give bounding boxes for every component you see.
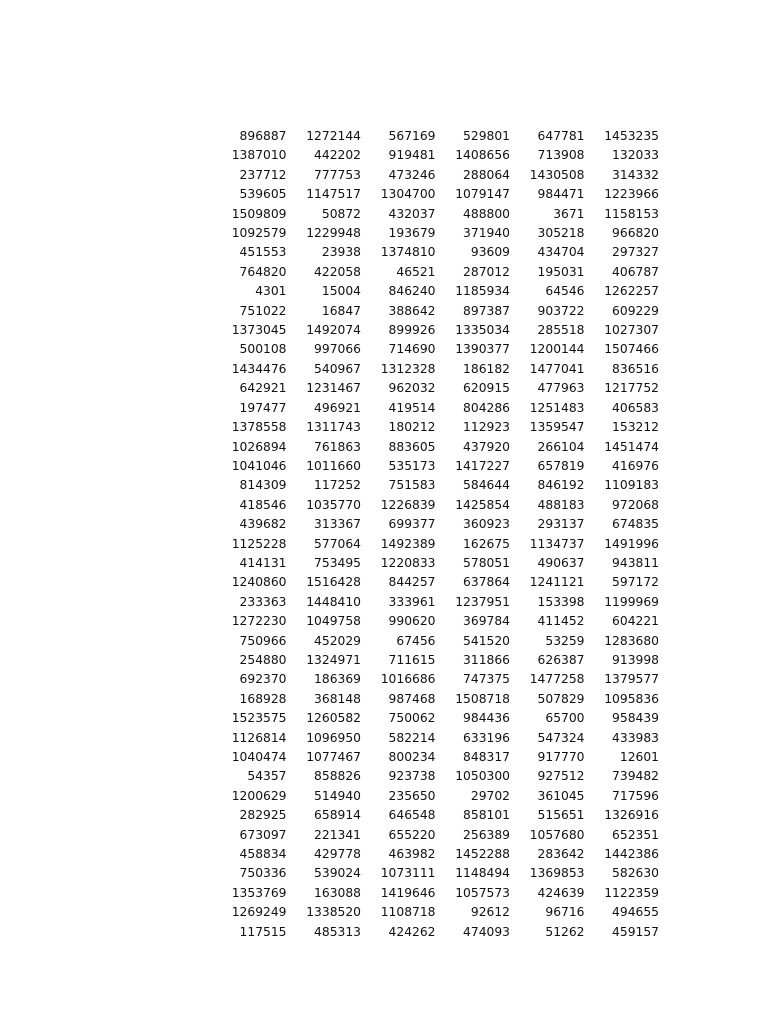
table-row <box>212 263 659 282</box>
table-cell: 844257 <box>388 575 436 590</box>
table-cell: 1041046 <box>231 458 287 473</box>
table-cell: 485313 <box>314 924 361 939</box>
table-cell: 1096950 <box>306 730 361 745</box>
table-cell: 186369 <box>314 672 361 687</box>
table-cell: 883605 <box>388 439 436 454</box>
table-row <box>212 418 659 437</box>
table-row <box>212 554 659 573</box>
table-cell: 674835 <box>612 517 659 532</box>
table-cell: 582630 <box>612 866 659 881</box>
table-row <box>212 690 659 709</box>
table-row <box>212 632 659 651</box>
table-cell: 311866 <box>463 652 510 667</box>
table-cell: 739482 <box>612 769 659 784</box>
table-cell: 1326916 <box>604 808 659 823</box>
table-cell: 637864 <box>463 575 510 590</box>
table-cell: 1262257 <box>604 284 659 299</box>
table-cell: 1057680 <box>529 827 585 842</box>
table-cell: 419514 <box>388 400 436 415</box>
table-cell: 1523575 <box>231 711 287 726</box>
table-cell: 539605 <box>239 187 287 202</box>
table-cell: 1079147 <box>455 187 510 202</box>
table-row <box>212 127 659 146</box>
table-cell: 984471 <box>537 187 585 202</box>
table-row <box>212 476 659 495</box>
table-cell: 1373045 <box>231 323 287 338</box>
table-cell: 858826 <box>314 769 361 784</box>
table-cell: 846240 <box>388 284 436 299</box>
table-cell: 1251483 <box>529 400 585 415</box>
table-cell: 117252 <box>314 478 361 493</box>
table-cell: 23938 <box>321 245 361 260</box>
table-cell: 1353769 <box>231 885 287 900</box>
table-cell: 132033 <box>612 148 659 163</box>
table-cell: 266104 <box>537 439 585 454</box>
table-cell: 411452 <box>537 614 585 629</box>
table-cell: 1092579 <box>231 226 287 241</box>
table-cell: 646548 <box>388 808 436 823</box>
table-cell: 297327 <box>612 245 659 260</box>
table-cell: 1185934 <box>455 284 510 299</box>
table-cell: 473246 <box>388 167 436 182</box>
table-cell: 1425854 <box>455 497 510 512</box>
table-cell: 46521 <box>396 264 436 279</box>
table-cell: 494655 <box>612 905 659 920</box>
table-cell: 567169 <box>388 129 436 143</box>
table-cell: 529801 <box>463 129 510 143</box>
table-cell: 582214 <box>388 730 436 745</box>
table-cell: 848317 <box>463 750 510 764</box>
table-cell: 3671 <box>553 206 585 221</box>
table-row <box>212 729 659 748</box>
number-table <box>212 127 659 942</box>
table-cell: 539024 <box>314 866 361 881</box>
table-cell: 597172 <box>612 575 659 590</box>
table-cell: 29702 <box>470 788 510 803</box>
table-cell: 1049758 <box>306 614 361 629</box>
table-cell: 751022 <box>239 303 287 318</box>
table-cell: 153212 <box>612 420 659 435</box>
table-cell: 459157 <box>612 924 659 939</box>
table-cell: 117515 <box>239 924 287 939</box>
table-cell: 16847 <box>321 303 361 318</box>
table-cell: 584644 <box>463 478 510 493</box>
table-cell: 67456 <box>396 633 436 648</box>
table-cell: 1229948 <box>306 226 361 241</box>
table-cell: 368148 <box>314 691 361 706</box>
table-cell: 913998 <box>612 652 659 667</box>
table-cell: 235650 <box>388 788 436 803</box>
table-cell: 604221 <box>612 614 659 629</box>
table-cell: 1379577 <box>604 672 659 687</box>
table-cell: 1492389 <box>380 536 436 551</box>
table-cell: 1448410 <box>306 594 361 609</box>
table-cell: 416976 <box>612 458 659 473</box>
table-cell: 285518 <box>537 323 585 338</box>
table-cell: 195031 <box>537 264 585 279</box>
table-cell: 1126814 <box>231 730 287 745</box>
table-cell: 515651 <box>537 808 585 823</box>
table-row <box>212 205 659 224</box>
table-cell: 433983 <box>612 730 659 745</box>
table-cell: 1477258 <box>529 672 585 687</box>
table-cell: 474093 <box>463 924 510 939</box>
table-cell: 1442386 <box>604 847 659 862</box>
table-cell: 846192 <box>537 478 585 493</box>
table-cell: 547324 <box>537 730 585 745</box>
table-row <box>212 282 659 301</box>
table-cell: 814309 <box>239 478 287 493</box>
table-cell: 626387 <box>537 652 585 667</box>
table-cell: 750966 <box>239 633 287 648</box>
table-cell: 1390377 <box>455 342 510 357</box>
table-cell: 919481 <box>388 148 436 163</box>
table-cell: 163088 <box>314 885 361 900</box>
table-cell: 1311743 <box>306 420 361 435</box>
table-row <box>212 806 659 825</box>
table-cell: 1491996 <box>604 536 659 551</box>
table-cell: 180212 <box>388 420 436 435</box>
table-cell: 692370 <box>239 672 287 687</box>
table-cell: 1374810 <box>380 245 436 260</box>
table-cell: 254880 <box>239 652 287 667</box>
table-cell: 673097 <box>239 827 287 842</box>
table-cell: 1026894 <box>231 439 287 454</box>
table-row <box>212 399 659 418</box>
table-cell: 1237951 <box>455 594 510 609</box>
table-cell: 256389 <box>463 827 510 842</box>
table-cell: 288064 <box>463 167 510 182</box>
table-cell: 93609 <box>470 245 510 260</box>
table-cell: 713908 <box>537 148 585 163</box>
table-row <box>212 321 659 340</box>
table-row <box>212 845 659 864</box>
table-cell: 1312328 <box>380 361 436 376</box>
table-cell: 927512 <box>537 769 585 784</box>
table-cell: 577064 <box>314 536 361 551</box>
table-cell: 477963 <box>537 381 585 396</box>
table-row <box>212 515 659 534</box>
table-cell: 1272230 <box>231 614 287 629</box>
table-cell: 1158153 <box>604 206 659 221</box>
table-cell: 1516428 <box>306 575 361 590</box>
table-cell: 514940 <box>314 788 361 803</box>
table-cell: 414131 <box>239 555 287 570</box>
table-cell: 1304700 <box>380 187 436 202</box>
table-cell: 657819 <box>537 458 585 473</box>
table-cell: 1095836 <box>604 691 659 706</box>
table-cell: 750062 <box>388 711 436 726</box>
table-cell: 488183 <box>537 497 585 512</box>
table-cell: 990620 <box>388 614 436 629</box>
table-cell: 1453235 <box>604 129 659 143</box>
table-cell: 333961 <box>388 594 436 609</box>
table-cell: 714690 <box>388 342 436 357</box>
table-row <box>212 748 659 767</box>
table-cell: 1027307 <box>604 323 659 338</box>
table-cell: 858101 <box>463 808 510 823</box>
table-row <box>212 923 659 942</box>
table-cell: 287012 <box>463 264 510 279</box>
table-cell: 1016686 <box>380 672 436 687</box>
table-cell: 314332 <box>612 167 659 182</box>
table-cell: 15004 <box>321 284 361 299</box>
table-row <box>212 360 659 379</box>
table-cell: 1492074 <box>306 323 361 338</box>
table-cell: 658914 <box>314 808 361 823</box>
table-cell: 923738 <box>388 769 436 784</box>
table-cell: 899926 <box>388 323 436 338</box>
table-cell: 1260582 <box>306 711 361 726</box>
table-cell: 434704 <box>537 245 585 260</box>
table-cell: 997066 <box>314 342 361 357</box>
table-cell: 764820 <box>239 264 287 279</box>
table-cell: 535173 <box>388 458 436 473</box>
table-cell: 424639 <box>537 885 585 900</box>
table-cell: 186182 <box>463 361 510 376</box>
table-row <box>212 612 659 631</box>
table-cell: 1241121 <box>529 575 585 590</box>
table-cell: 432037 <box>388 206 436 221</box>
table-cell: 313367 <box>314 517 361 532</box>
table-cell: 496921 <box>314 400 361 415</box>
table-cell: 424262 <box>388 924 436 939</box>
table-cell: 406583 <box>612 400 659 415</box>
table-cell: 1509809 <box>231 206 287 221</box>
table-cell: 361045 <box>537 788 585 803</box>
table-cell: 642921 <box>239 381 287 396</box>
table-cell: 1477041 <box>529 361 585 376</box>
table-row <box>212 496 659 515</box>
table-cell: 1199969 <box>604 594 659 609</box>
table-cell: 1035770 <box>306 497 361 512</box>
table-cell: 388642 <box>388 303 436 318</box>
table-row <box>212 826 659 845</box>
table-cell: 1283680 <box>604 633 659 648</box>
table-cell: 437920 <box>463 439 510 454</box>
table-cell: 777753 <box>314 167 361 182</box>
table-cell: 1452288 <box>455 847 510 862</box>
table-cell: 541520 <box>463 633 510 648</box>
table-row <box>212 709 659 728</box>
table-cell: 233363 <box>239 594 287 609</box>
table-cell: 1240860 <box>231 575 287 590</box>
table-cell: 1269249 <box>231 905 287 920</box>
table-cell: 442202 <box>314 148 361 163</box>
table-row <box>212 302 659 321</box>
table-cell: 1430508 <box>529 167 585 182</box>
table-cell: 761863 <box>314 439 361 454</box>
table-cell: 903722 <box>537 303 585 318</box>
table-cell: 753495 <box>314 555 361 570</box>
table-cell: 65700 <box>545 711 585 726</box>
table-cell: 305218 <box>537 226 585 241</box>
table-cell: 1200629 <box>231 788 287 803</box>
table-cell: 439682 <box>239 517 287 532</box>
table-cell: 1011660 <box>306 458 361 473</box>
table-cell: 463982 <box>388 847 436 862</box>
table-cell: 1040474 <box>231 750 287 764</box>
table-row <box>212 438 659 457</box>
table-row <box>212 457 659 476</box>
table-row <box>212 243 659 262</box>
table-row <box>212 593 659 612</box>
table-row <box>212 884 659 903</box>
table-cell: 699377 <box>388 517 436 532</box>
table-cell: 1359547 <box>529 420 585 435</box>
table-cell: 500108 <box>239 342 287 357</box>
table-cell: 800234 <box>388 750 436 764</box>
table-cell: 836516 <box>612 361 659 376</box>
table-cell: 1417227 <box>455 458 510 473</box>
table-cell: 633196 <box>463 730 510 745</box>
table-cell: 1231467 <box>306 381 361 396</box>
table-cell: 578051 <box>463 555 510 570</box>
table-cell: 751583 <box>388 478 436 493</box>
table-cell: 458834 <box>239 847 287 862</box>
table-cell: 750336 <box>239 866 287 881</box>
table-row <box>212 670 659 689</box>
table-cell: 943811 <box>612 555 659 570</box>
table-cell: 282925 <box>239 808 287 823</box>
table-row <box>212 146 659 165</box>
table-cell: 237712 <box>239 167 287 182</box>
table-cell: 452029 <box>314 633 361 648</box>
table-cell: 507829 <box>537 691 585 706</box>
table-cell: 369784 <box>463 614 510 629</box>
table-row <box>212 903 659 922</box>
table-cell: 168928 <box>239 691 287 706</box>
table-cell: 12601 <box>619 750 659 764</box>
table-cell: 1507466 <box>604 342 659 357</box>
table-cell: 1324971 <box>306 652 361 667</box>
table-cell: 1148494 <box>455 866 510 881</box>
table-cell: 1109183 <box>604 478 659 493</box>
table-cell: 1419646 <box>380 885 436 900</box>
table-row <box>212 573 659 592</box>
table-cell: 972068 <box>612 497 659 512</box>
table-cell: 360923 <box>463 517 510 532</box>
table-row <box>212 651 659 670</box>
table-cell: 197477 <box>239 400 287 415</box>
table-cell: 717596 <box>612 788 659 803</box>
table-cell: 1338520 <box>306 905 361 920</box>
table-cell: 1125228 <box>231 536 287 551</box>
table-cell: 1200144 <box>529 342 585 357</box>
table-cell: 451553 <box>239 245 287 260</box>
table-cell: 1272144 <box>306 129 361 143</box>
table-cell: 162675 <box>463 536 510 551</box>
table-cell: 897387 <box>463 303 510 318</box>
table-cell: 1217752 <box>604 381 659 396</box>
table-cell: 1434476 <box>231 361 287 376</box>
table-cell: 540967 <box>314 361 361 376</box>
table-cell: 917770 <box>537 750 585 764</box>
table-cell: 153398 <box>537 594 585 609</box>
table-cell: 655220 <box>388 827 436 842</box>
table-cell: 1077467 <box>306 750 361 764</box>
table-cell: 418546 <box>239 497 287 512</box>
table-cell: 1335034 <box>455 323 510 338</box>
table-cell: 958439 <box>612 711 659 726</box>
table-cell: 1147517 <box>306 187 361 202</box>
table-cell: 53259 <box>545 633 585 648</box>
table-row <box>212 340 659 359</box>
table-cell: 984436 <box>463 711 510 726</box>
table-cell: 1369853 <box>529 866 585 881</box>
table-cell: 987468 <box>388 691 436 706</box>
table-cell: 422058 <box>314 264 361 279</box>
table-cell: 221341 <box>314 827 361 842</box>
table-cell: 371940 <box>463 226 510 241</box>
table-row <box>212 864 659 883</box>
table-row <box>212 767 659 786</box>
table-cell: 92612 <box>470 905 510 920</box>
table-cell: 1508718 <box>455 691 510 706</box>
table-row <box>212 224 659 243</box>
table-cell: 1122359 <box>604 885 659 900</box>
table-cell: 1378558 <box>231 420 287 435</box>
table-cell: 193679 <box>388 226 436 241</box>
table-cell: 64546 <box>545 284 585 299</box>
table-cell: 1057573 <box>455 885 510 900</box>
table-cell: 609229 <box>612 303 659 318</box>
table-cell: 1223966 <box>604 187 659 202</box>
table-row <box>212 379 659 398</box>
table-cell: 429778 <box>314 847 361 862</box>
table-cell: 1226839 <box>380 497 436 512</box>
table-cell: 804286 <box>463 400 510 415</box>
table-row <box>212 535 659 554</box>
table-cell: 1073111 <box>380 866 436 881</box>
table-cell: 1408656 <box>455 148 510 163</box>
table-cell: 406787 <box>612 264 659 279</box>
table-cell: 490637 <box>537 555 585 570</box>
table-cell: 647781 <box>537 129 585 143</box>
table-cell: 1108718 <box>380 905 436 920</box>
table-cell: 1451474 <box>604 439 659 454</box>
table-cell: 1387010 <box>231 148 287 163</box>
table-row <box>212 787 659 806</box>
table-cell: 1050300 <box>455 769 510 784</box>
table-cell: 112923 <box>463 420 510 435</box>
table-cell: 711615 <box>388 652 436 667</box>
table-body <box>212 127 659 942</box>
table-cell: 96716 <box>545 905 585 920</box>
table-cell: 620915 <box>463 381 510 396</box>
table-cell: 747375 <box>463 672 510 687</box>
table-cell: 1134737 <box>529 536 585 551</box>
table-row <box>212 166 659 185</box>
table-row <box>212 185 659 204</box>
table-cell: 962032 <box>388 381 436 396</box>
table-cell: 283642 <box>537 847 585 862</box>
table-cell: 4301 <box>255 284 287 299</box>
table-cell: 652351 <box>612 827 659 842</box>
table-cell: 488800 <box>463 206 510 221</box>
table-cell: 1220833 <box>380 555 436 570</box>
table-cell: 966820 <box>612 226 659 241</box>
table-cell: 293137 <box>537 517 585 532</box>
table-cell: 54357 <box>247 769 287 784</box>
table-cell: 50872 <box>321 206 361 221</box>
table-cell: 51262 <box>545 924 585 939</box>
table-cell: 896887 <box>239 129 287 143</box>
